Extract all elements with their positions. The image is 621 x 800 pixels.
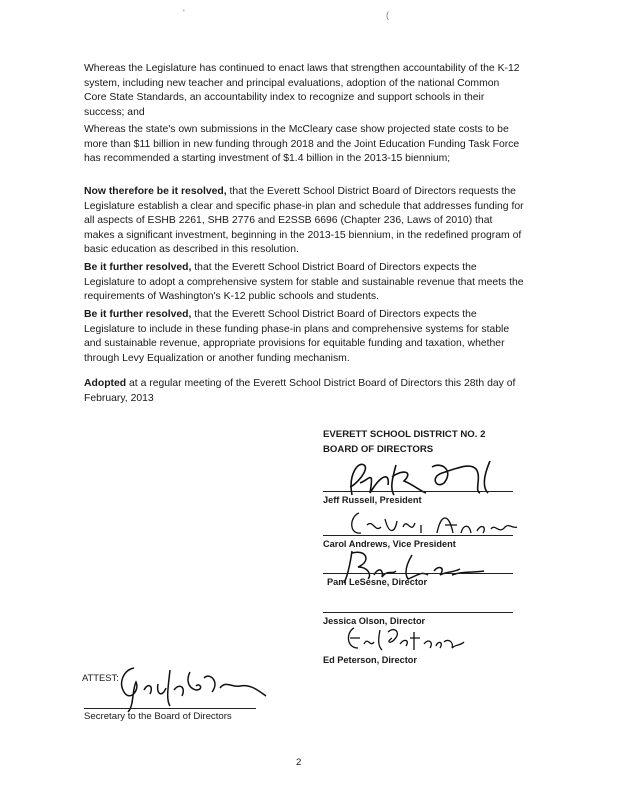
paragraph-text: that the Everett School District Board of Directors expects the Legislature to include in these funding phase-in plans and comprehensive systems for stable and sustainable revenue, appropriate provisions for equitable funding and taxation, whether through Levy Equalization or another funding mechanism. [84, 309, 510, 364]
whereas-paragraph-mccleary [84, 123, 524, 167]
signature-line [323, 612, 513, 613]
paragraph-lead: Be it further resolved, [84, 309, 192, 320]
board-title: BOARD OF DIRECTORS [323, 444, 434, 455]
attest-label: ATTEST: [82, 672, 119, 683]
adopted-paragraph [84, 377, 524, 406]
signatory-name: Ed Peterson, Director [323, 655, 417, 665]
paragraph-lead: Adopted [84, 378, 127, 389]
signatory-name: Pam LeSesne, Director [327, 577, 428, 587]
paragraph-text: Whereas the Legislature has continued to enact laws that strengthen accountability of the K-12 system, including new teacher and principal evaluations, adoption of the national Common Core State Standards, an accountability index to recognize and support schools in their success; and [84, 63, 520, 118]
whereas-paragraph-accountability [84, 62, 524, 120]
signature-line [323, 573, 513, 574]
signatory-name: Jeff Russell, President [323, 495, 422, 505]
signature-line [323, 491, 513, 492]
paragraph-text: that the Everett School District Board of Directors requests the Legislature establish a clear and specific phase-in plan and schedule that addresses funding for all aspects of ESHB 2261, SHB 2776 and E2SSB 6696 (Chapter 236, Laws of 2010) that makes a significant investment, beginning in the 2013-15 biennium, in the redefined program of basic education as described in this resolution. [84, 186, 524, 256]
paragraph-text: that the Everett School District Board of Directors expects the Legislature to adopt a comprehensive system for stable and sustainable revenue that meets the requirements of Washington's K-12 public schools and students. [84, 262, 524, 303]
paragraph-text: Whereas the state's own submissions in the McCleary case show projected state costs to be more than $11 billion in new funding through 2018 and the Joint Education Funding Task Force has recommended a starting investment of $1.4 billion in the 2013-15 biennium; [84, 124, 520, 165]
board-org-name: EVERETT SCHOOL DISTRICT NO. 2 [323, 429, 486, 440]
signature-line [323, 535, 513, 536]
paragraph-lead: Now therefore be it resolved, [84, 186, 227, 197]
scan-speck: ( [386, 10, 389, 20]
resolved-paragraph-revenue [84, 261, 524, 305]
signature-ed-peterson [340, 622, 470, 654]
paragraph-lead: Be it further resolved, [84, 262, 192, 273]
signatory-name: Carol Andrews, Vice President [323, 539, 456, 549]
page-number: 2 [296, 757, 302, 768]
resolved-paragraph-phase-in [84, 185, 524, 258]
signatory-name: Jessica Olson, Director [323, 616, 426, 626]
signature-line [84, 708, 256, 709]
paragraph-text: at a regular meeting of the Everett School District Board of Directors this 28th day of February, 2013 [84, 378, 516, 404]
attest-title: Secretary to the Board of Directors [84, 711, 232, 722]
signature-jeff-russell [330, 455, 510, 500]
resolved-paragraph-equity [84, 308, 524, 366]
scan-speck: ' [183, 8, 185, 18]
signature-secretary [100, 660, 270, 715]
